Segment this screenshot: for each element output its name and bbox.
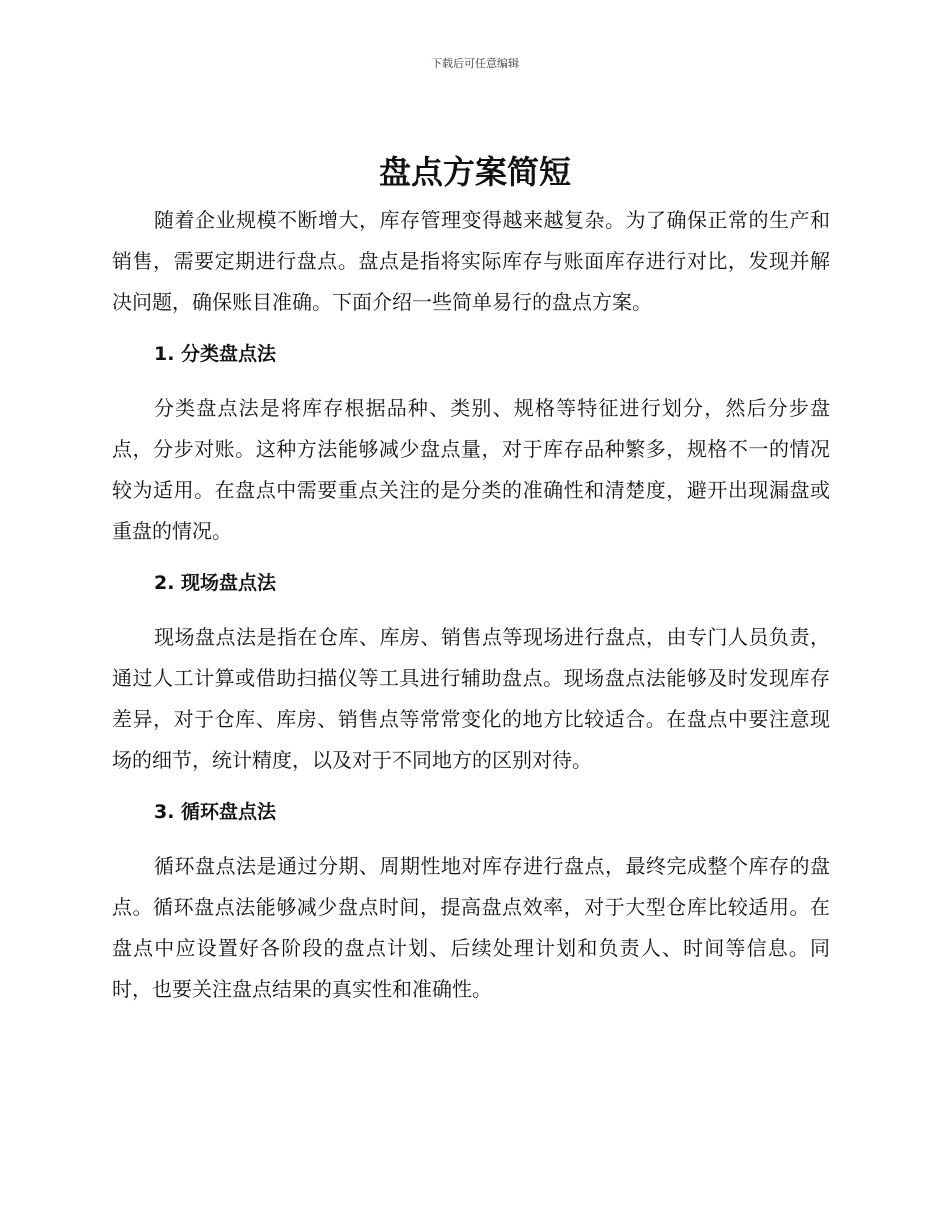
section-heading-cycle: 3. 循环盘点法 — [154, 801, 277, 823]
section-body-cycle: 循环盘点法是通过分期、周期性地对库存进行盘点，最终完成整个库存的盘点。循环盘点法能够减少盘点时间，提高盘点效率，对于大型仓库比较适用。在盘点中应设置好各阶段的盘点计划、后续处理计划和负责人、时间等信息。同时，也要关注盘点结果的真实性和准确性。 — [112, 854, 830, 1001]
header-note: 下载后可任意编辑 — [431, 57, 519, 70]
section-heading-classification: 1. 分类盘点法 — [154, 343, 277, 365]
intro-paragraph: 随着企业规模不断增大，库存管理变得越来越复杂。为了确保正常的生产和销售，需要定期进行盘点。盘点是指将实际库存与账面库存进行对比，发现并解决问题，确保账目准确。下面介绍一些简单易行的盘点方案。 — [112, 208, 830, 314]
document-body — [112, 200, 830, 1010]
section-heading-onsite: 2. 现场盘点法 — [154, 572, 277, 594]
section-body-classification: 分类盘点法是将库存根据品种、类别、规格等特征进行划分，然后分步盘点，分步对账。这种方法能够减少盘点量，对于库存品种繁多，规格不一的情况较为适用。在盘点中需要重点关注的是分类的准确性和清楚度，避开出现漏盘或重盘的情况。 — [112, 396, 830, 543]
section-body-onsite: 现场盘点法是指在仓库、库房、销售点等现场进行盘点，由专门人员负责，通过人工计算或借助扫描仪等工具进行辅助盘点。现场盘点法能够及时发现库存差异，对于仓库、库房、销售点等常常变化的地方比较适合。在盘点中要注意现场的细节，统计精度，以及对于不同地方的区别对待。 — [112, 625, 830, 772]
document-title: 盘点方案简短 — [378, 153, 571, 191]
